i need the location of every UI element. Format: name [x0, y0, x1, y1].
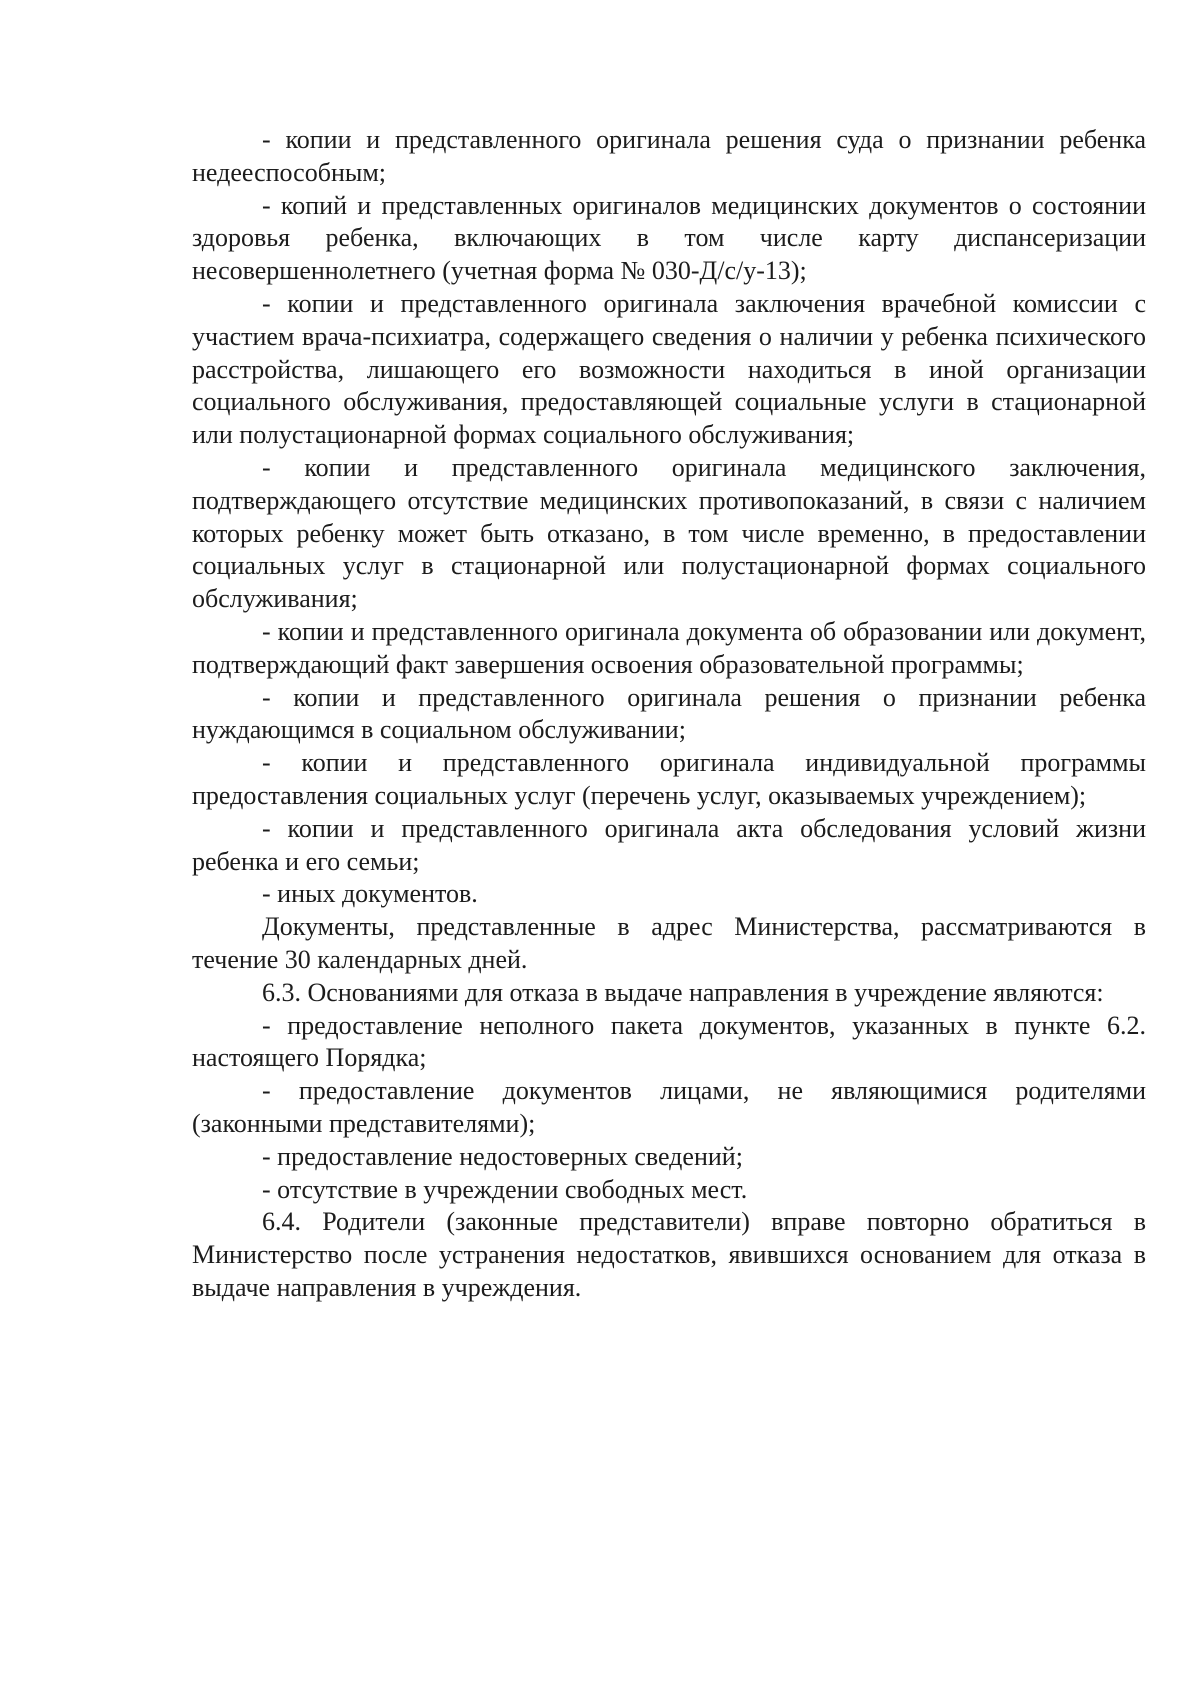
- list-item-individual-program: - копии и представленного оригинала индивидуальной программы предоставления социальных услуг (перечень услуг, оказываемых учреждением);: [192, 748, 1146, 810]
- document-body: [192, 124, 1146, 1305]
- list-item-court-decision: - копии и представленного оригинала решения суда о признании ребенка недееспособным;: [192, 125, 1146, 187]
- list-item-inspection-act: - копии и представленного оригинала акта обследования условий жизни ребенка и его семьи;: [192, 813, 1146, 876]
- section-6-4-paragraph: 6.4. Родители (законные представители) вправе повторно обратиться в Министерство после устранения недостатков, явившихся основанием для отказа в выдаче направления в учреждения.: [192, 1207, 1146, 1302]
- list-item-need-decision: - копии и представленного оригинала решения о признании ребенка нуждающимся в социальном обслуживании;: [192, 682, 1146, 745]
- list-item-false-info: - предоставление недостоверных сведений;: [262, 1141, 743, 1171]
- section-6-3-heading: 6.3. Основаниями для отказа в выдаче направления в учреждение являются:: [262, 977, 1104, 1007]
- list-item-medical-commission: - копии и представленного оригинала заключения врачебной комиссии с участием врача-психиатра, содержащего сведения о наличии у ребенка психического расстройства, лишающего его возможности находиться в иной организации социального обслуживания, предоставляющей социальные услуги в стационарной или полустационарной формах социального обслуживания;: [192, 288, 1146, 450]
- list-item-education-document: - копии и представленного оригинала документа об образовании или документ, подтверждающий факт завершения освоения образовательной программы;: [192, 616, 1146, 679]
- paragraph-review-period: Документы, представленные в адрес Министерства, рассматриваются в течение 30 календарных дней.: [192, 912, 1146, 974]
- list-item-no-vacancies: - отсутствие в учреждении свободных мест.: [262, 1174, 748, 1204]
- list-item-not-parents: - предоставление документов лицами, не являющимися родителями (законными представителями);: [192, 1076, 1146, 1138]
- list-item-medical-conclusion: - копии и представленного оригинала медицинского заключения, подтверждающего отсутствие медицинских противопоказаний, в связи с наличием которых ребенку может быть отказано, в том числе временно, в предоставлении социальных услуг в стационарной или полустационарной формах социального обслуживания;: [192, 452, 1146, 614]
- list-item-other-documents: - иных документов.: [262, 879, 478, 909]
- list-item-incomplete-package: - предоставление неполного пакета документов, указанных в пункте 6.2. настоящего Порядка;: [192, 1010, 1146, 1073]
- list-item-medical-documents: - копий и представленных оригиналов медицинских документов о состоянии здоровья ребенка, включающих в том числе карту диспансеризации несовершеннолетнего (учетная форма № 030-Д/с/у-13);: [192, 190, 1146, 286]
